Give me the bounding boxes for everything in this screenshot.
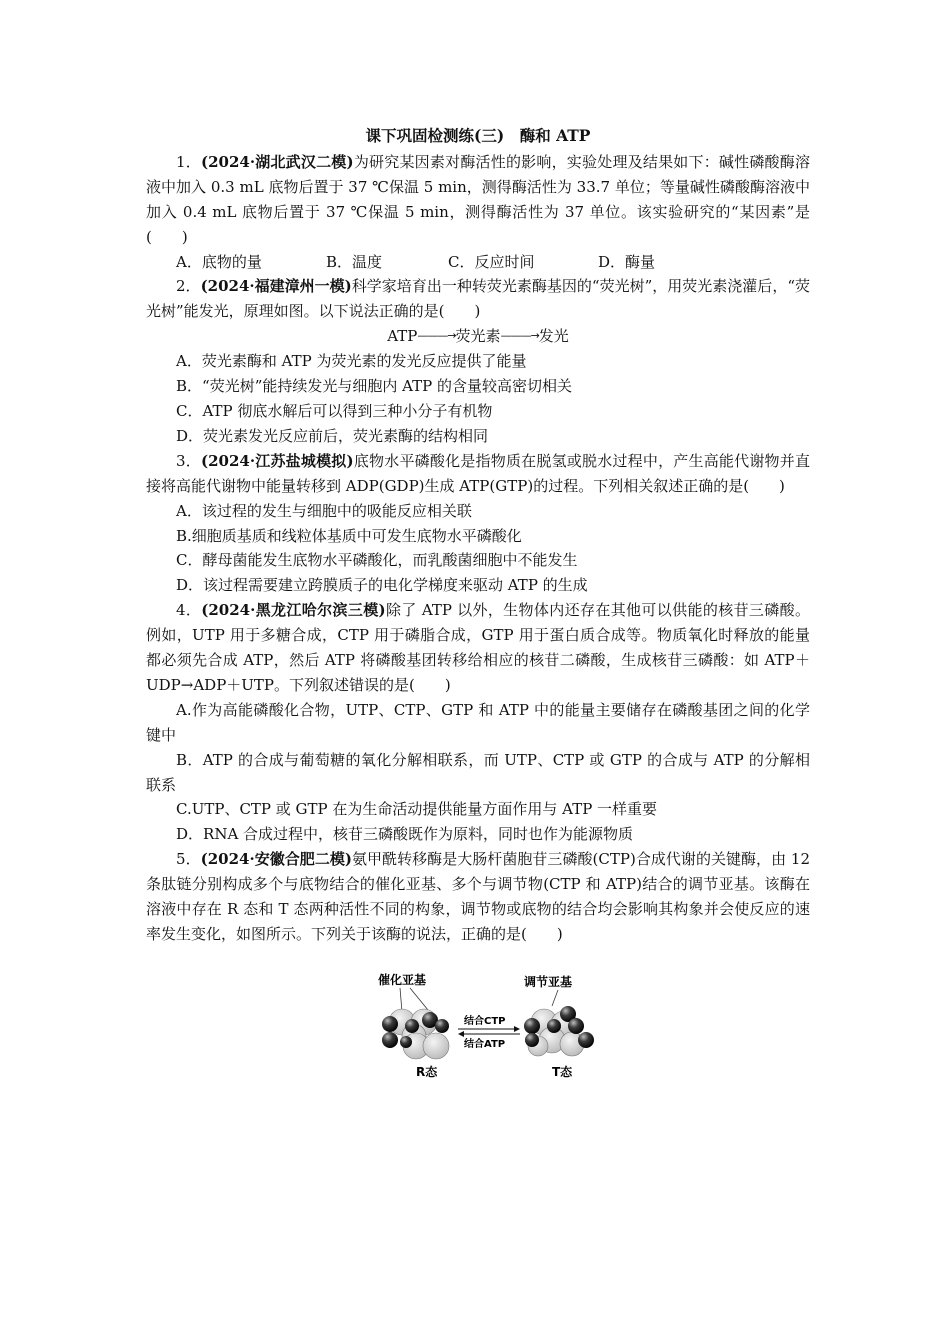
question-source: (2024·黑龙江哈尔滨三模) bbox=[201, 601, 386, 620]
question-1-options bbox=[146, 250, 810, 275]
label-regulatory-subunit: 调节亚基 bbox=[524, 975, 573, 989]
option-a: A．荧光素酶和 ATP 为荧光素的发光反应提供了能量 bbox=[176, 352, 527, 371]
option-c: C．反应时间 bbox=[448, 252, 535, 271]
label-t-state: T态 bbox=[552, 1065, 573, 1079]
label-r-state: R态 bbox=[416, 1065, 438, 1079]
option-d: D．该过程需要建立跨膜质子的电化学梯度来驱动 ATP 的生成 bbox=[176, 576, 588, 595]
question-stem: 氨甲酰转移酶是大肠杆菌胞苷三磷酸(CTP)合成代谢的关键酶，由 12 条肽链分别构成多个与底物结合的催化亚基、多个与调节物(CTP 和 ATP)结合的调节亚基。该酶在溶液中存在 R 态和 T 态两种活性不同的构象，调节物或底物的结合均会影响其构象并会使反应的速率发生变化，如图所示。下列关于该酶的说法，正确的是( ) bbox=[146, 850, 811, 943]
option-d: D．酶量 bbox=[598, 252, 656, 271]
question-source: (2024·江苏盐城模拟) bbox=[200, 451, 354, 470]
formula-luciferin: 荧光素 bbox=[455, 327, 501, 346]
pointer-line bbox=[410, 988, 428, 1010]
question-stem: 底物水平磷酸化是指物质在脱氢或脱水过程中，产生高能代谢物并直接将高能代谢物中能量转移到 ADP(GDP)生成 ATP(GTP)的过程。下列相关叙述正确的是( ) bbox=[146, 451, 810, 495]
equilibrium-arrows bbox=[458, 1026, 520, 1037]
formula-arrow-2: ———→ bbox=[500, 329, 539, 343]
question-number: 3． bbox=[176, 451, 201, 470]
option-d: D．荧光素发光反应前后，荧光素酶的结构相同 bbox=[176, 426, 489, 445]
question-stem: 科学家培育出一种转荧光素酶基因的“荧光树”，用荧光素浇灌后，“荧光树”能发光，原理如图。以下说法正确的是( ) bbox=[146, 277, 810, 321]
pointer-line bbox=[552, 990, 558, 1006]
formula-light: 发光 bbox=[538, 327, 569, 346]
question-number: 2． bbox=[176, 277, 201, 296]
option-a: A．该过程的发生与细胞中的吸能反应相关联 bbox=[176, 501, 472, 520]
question-2 bbox=[146, 274, 810, 324]
reaction-formula bbox=[146, 324, 810, 349]
question-stem: 为研究某因素对酶活性的影响，实验处理及结果如下：碱性磷酸酶溶液中加入 0.3 mL 底物后置于 37 ℃保温 5 min，测得酶活性为 33.7 单位；等量碱性磷酸酶溶液中加入 0.4 mL 底物后置于 37 ℃保温 5 min，测得酶活性为 37 单位。该实验研究的“某因素”是( ) bbox=[146, 152, 810, 246]
option-b: B．“荧光树”能持续发光与细胞内 ATP 的含量较高密切相关 bbox=[176, 377, 573, 396]
enzyme-conformation-figure bbox=[372, 970, 602, 1086]
t-state-molecule bbox=[524, 1006, 594, 1056]
option-c: C.UTP、CTP 或 GTP 在为生命活动提供能量方面作用与 ATP 一样重要 bbox=[176, 800, 658, 819]
question-source: (2024·福建漳州一模) bbox=[200, 277, 352, 296]
question-1 bbox=[146, 150, 810, 250]
question-source: (2024·湖北武汉二模) bbox=[200, 152, 354, 171]
option-c: C．酵母菌能发生底物水平磷酸化，而乳酸菌细胞中不能发生 bbox=[176, 551, 578, 570]
arrow-label-ctp: 结合CTP bbox=[464, 1016, 506, 1027]
formula-arrow-1: ———→ bbox=[417, 329, 456, 343]
pointer-line bbox=[400, 988, 402, 1012]
r-state-molecule bbox=[382, 1009, 449, 1059]
question-3 bbox=[146, 449, 810, 499]
formula-atp: ATP bbox=[387, 327, 418, 346]
option-b: B.细胞质基质和线粒体基质中可发生底物水平磷酸化 bbox=[176, 526, 522, 545]
worksheet-page bbox=[146, 124, 810, 947]
option-c: C．ATP 彻底水解后可以得到三种小分子有机物 bbox=[176, 401, 493, 420]
question-number: 4． bbox=[176, 601, 202, 620]
label-catalytic-subunit: 催化亚基 bbox=[378, 973, 427, 987]
question-stem: 除了 ATP 以外，生物体内还存在其他可以供能的核苷三磷酸。例如，UTP 用于多糖合成，CTP 用于磷脂合成，GTP 用于蛋白质合成等。物质氧化时释放的能量都必须先合成 ATP，然后 ATP 将磷酸基团转移给相应的核苷二磷酸，生成核苷三磷酸：如 ATP＋UDP→ADP＋UTP。下列叙述错误的是( ) bbox=[146, 601, 811, 694]
option-a: A.作为高能磷酸化合物，UTP、CTP、GTP 和 ATP 中的能量主要储存在磷酸基团之间的化学键中 bbox=[146, 700, 810, 744]
arrow-label-atp: 结合ATP bbox=[464, 1039, 506, 1050]
question-number: 5． bbox=[176, 850, 201, 869]
page-title: 课下巩固检测练(三) 酶和 ATP bbox=[365, 126, 591, 145]
question-5 bbox=[146, 847, 810, 947]
option-d: D．RNA 合成过程中，核苷三磷酸既作为原料，同时也作为能源物质 bbox=[176, 825, 634, 844]
option-b: B．ATP 的合成与葡萄糖的氧化分解相联系，而 UTP、CTP 或 GTP 的合成与 ATP 的分解相联系 bbox=[146, 750, 810, 794]
option-b: B．温度 bbox=[326, 252, 383, 271]
option-a: A．底物的量 bbox=[176, 252, 262, 271]
question-number: 1． bbox=[176, 152, 201, 171]
question-4 bbox=[146, 598, 810, 698]
question-source: (2024·安徽合肥二模) bbox=[200, 850, 352, 869]
